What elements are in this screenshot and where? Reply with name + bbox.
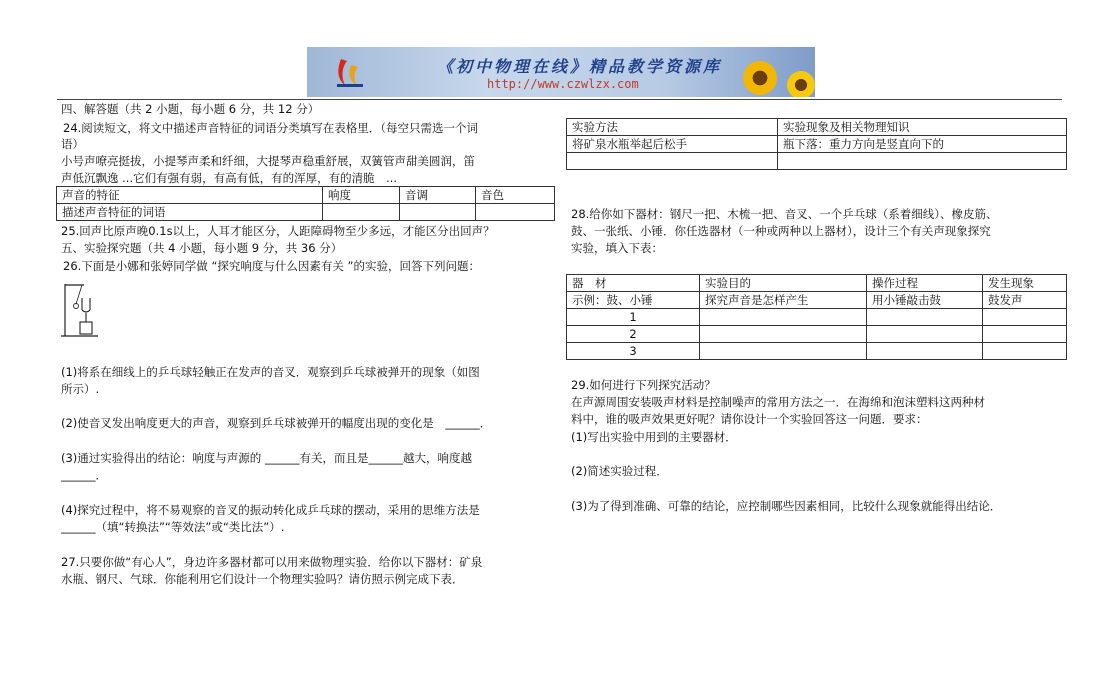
q24-text: 声低沉飘逸 ...它们有强有弱，有高有低，有的浑厚，有的清脆 ...: [61, 171, 398, 185]
sunflower-icon: [787, 71, 815, 97]
table-cell[interactable]: [867, 326, 983, 343]
table-row: [567, 326, 1067, 343]
table-row: [567, 119, 1067, 136]
header-divider: [57, 99, 1062, 100]
logo-icon: [335, 55, 365, 89]
table-cell: 用小锤敲击鼓: [867, 292, 983, 309]
q26-3-text: (3)通过实验得出的结论：响度与声源的 ______有关，而且是______越大，响度越: [61, 451, 472, 465]
q27-text: 27.只要你做“有心人”，身边许多器材都可以用来做物理实验．给你以下器材：矿泉: [61, 555, 483, 569]
table-cell[interactable]: [983, 343, 1067, 360]
q26-4-text: ______（填“转换法”“等效法”或“类比法”）.: [61, 520, 285, 534]
table-cell: 响度: [323, 187, 400, 204]
q27-table: [566, 118, 1067, 170]
sunflower-icon: [743, 61, 777, 95]
table-cell[interactable]: [867, 343, 983, 360]
table-cell: 将矿泉水瓶举起后松手: [567, 136, 778, 153]
table-cell[interactable]: [476, 204, 555, 221]
table-cell[interactable]: [983, 309, 1067, 326]
table-row: [567, 153, 1067, 170]
table-cell[interactable]: [700, 309, 867, 326]
q29-2-text: (2)简述实验过程．: [571, 464, 668, 478]
q28-text: 28.给你如下器材：钢尺一把、木梳一把、音叉、一个乒乓球（系着细线）、橡皮筋、: [571, 207, 998, 221]
table-cell[interactable]: [983, 326, 1067, 343]
q26-1-text: 所示）.: [61, 382, 100, 396]
q29-text: 在声源周围安装吸声材料是控制噪声的常用方法之一．在海绵和泡沫塑料这两种材: [571, 395, 985, 409]
q24-text: 语）: [61, 137, 84, 151]
table-cell[interactable]: [323, 204, 400, 221]
q26-4-text: (4)探究过程中，将不易观察的音叉的振动转化成乒乓球的摆动，采用的思维方法是: [61, 503, 480, 517]
section4-heading: 四、解答题（共 2 小题，每小题 6 分，共 12 分）: [61, 102, 320, 116]
q28-table: [566, 274, 1067, 360]
header-banner: [307, 47, 815, 97]
table-row: [567, 343, 1067, 360]
q26-1-text: (1)将系在细线上的乒乓球轻触正在发声的音叉．观察到乒乓球被弹开的现象（如图: [61, 365, 480, 379]
table-cell: 3: [567, 343, 700, 360]
table-row: [567, 275, 1067, 292]
q24-table: [56, 186, 555, 221]
table-cell[interactable]: [778, 153, 1067, 170]
table-cell[interactable]: [867, 309, 983, 326]
table-cell: 2: [567, 326, 700, 343]
table-cell: 实验方法: [567, 119, 778, 136]
q29-title: 29.如何进行下列探究活动？: [571, 378, 716, 392]
banner-title: 《初中物理在线》精品教学资源库: [437, 57, 723, 76]
table-cell: 鼓发声: [983, 292, 1067, 309]
q28-text: 实验，填入下表：: [571, 241, 663, 255]
table-cell: 操作过程: [867, 275, 983, 292]
q27-text: 水瓶、钢尺、气球．你能利用它们设计一个物理实验吗？请仿照示例完成下表．: [61, 572, 464, 586]
table-cell: 探究声音是怎样产生: [700, 292, 867, 309]
table-cell: 瓶下落：重力方向是竖直向下的: [778, 136, 1067, 153]
table-cell: 实验现象及相关物理知识: [778, 119, 1067, 136]
table-cell[interactable]: [567, 153, 778, 170]
table-cell[interactable]: [400, 204, 476, 221]
q29-text: 料中，谁的吸声效果更好呢？请你设计一个实验回答这一问题．要求：: [571, 412, 928, 426]
q25-text: 25.回声比原声晚0.1s以上，人耳才能区分，人距障碍物至少多远，才能区分出回声？: [61, 224, 495, 238]
table-cell: 1: [567, 309, 700, 326]
table-cell: 音调: [400, 187, 476, 204]
q24-text: 24.阅读短文，将文中描述声音特征的词语分类填写在表格里．（每空只需选一个词: [63, 121, 479, 135]
table-row: [567, 136, 1067, 153]
table-cell: 器 材: [567, 275, 700, 292]
tuning-fork-figure: [60, 282, 100, 340]
q28-text: 鼓、一张纸、小锤．你任选器材（一种或两种以上器材），设计三个有关声现象探究: [571, 224, 991, 238]
table-row: [57, 204, 555, 221]
table-row: [567, 292, 1067, 309]
table-cell: 发生现象: [983, 275, 1067, 292]
table-cell: 声音的特征: [57, 187, 323, 204]
q26-intro: 26.下面是小娜和张婷同学做 “探究响度与什么因素有关 ”的实验，回答下列问题：: [63, 259, 481, 273]
section5-heading: 五、实验探究题（共 4 小题，每小题 9 分，共 36 分）: [61, 241, 343, 255]
banner-url: http://www.czwlzx.com: [487, 77, 639, 91]
table-cell: 音色: [476, 187, 555, 204]
q29-3-text: (3)为了得到准确、可靠的结论，应控制哪些因素相同，比较什么现象就能得出结论．: [571, 499, 1002, 513]
q26-3-text: ______．: [61, 468, 107, 482]
q24-text: 小号声嘹亮挺拔，小提琴声柔和纤细，大提琴声稳重舒展，双簧管声甜美圆润，笛: [61, 154, 475, 168]
table-cell: 实验目的: [700, 275, 867, 292]
q26-2-text: (2)使音叉发出响度更大的声音，观察到乒乓球被弹开的幅度出现的变化是 ______．: [61, 416, 492, 430]
table-cell[interactable]: [700, 326, 867, 343]
q29-1-text: (1)写出实验中用到的主要器材．: [571, 430, 737, 444]
table-row: [567, 309, 1067, 326]
table-cell: 示例：鼓、小锤: [567, 292, 700, 309]
table-cell: 描述声音特征的词语: [57, 204, 323, 221]
table-row: [57, 187, 555, 204]
table-cell[interactable]: [700, 343, 867, 360]
